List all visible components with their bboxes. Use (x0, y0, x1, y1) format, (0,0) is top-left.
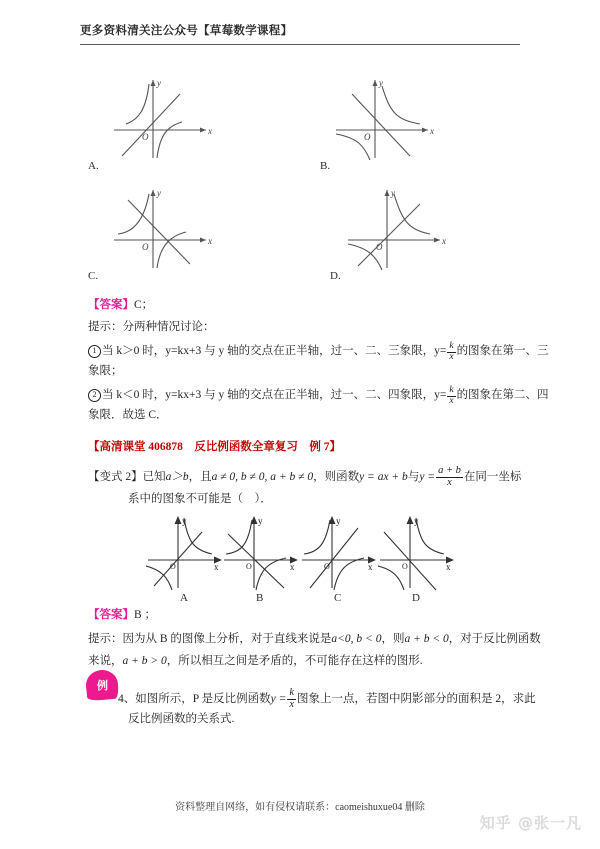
svg-text:O: O (364, 132, 371, 142)
svg-text:y: y (391, 188, 395, 198)
variant2-cond: a ≠ 0, b ≠ 0, a + b ≠ 0 (211, 470, 314, 483)
svg-text:O: O (170, 562, 176, 571)
variant2-part1: 已知 (142, 470, 166, 483)
svg-text:x: x (446, 562, 451, 572)
svg-text:O: O (246, 562, 252, 571)
answer1-case2-text-a: 当 k＜0 时，y=kx+3 与 y 轴的交点在正半轴，过一、二、四象限，y= (102, 389, 447, 402)
example4-fn-lead: y = (270, 692, 287, 705)
variant2-line2: 系中的图象不可能是（ ）． (128, 493, 272, 505)
graph-choice-d (342, 182, 452, 277)
svg-text:y: y (157, 78, 161, 88)
svg-text:O: O (142, 242, 149, 252)
fraction-k-over-x-3: $\frac{k}{x}$ (289, 687, 295, 710)
choice-label-c: C. (88, 270, 99, 282)
example4-text-a: 4、如图所示，P 是反比例函数 (118, 692, 271, 705)
example4-line2: 反比例函数的关系式. (128, 713, 235, 725)
answer1-case1-text-a: 当 k＞0 时，y=kx+3 与 y 轴的交点在正半轴，过一、二、三象限，y= (102, 345, 447, 358)
answer2-value: B ； (134, 609, 157, 621)
answer2-line2-b: ，所以相互之间是矛盾的，不可能存在这样的图形. (166, 655, 423, 667)
circled-number-1: 1 (88, 345, 101, 358)
graph-svg-d (342, 182, 452, 272)
fraction-a-plus-b-over-x: $\frac{a + b}{x}$ (438, 465, 461, 488)
graph-mid-d (378, 512, 462, 597)
answer1-case2-text-b: 的图象在第二、四 (456, 389, 549, 402)
svg-text:y: y (379, 78, 383, 88)
svg-text:O: O (324, 562, 330, 571)
graph-svg-mid-a (146, 512, 230, 592)
example4-line1 (118, 688, 536, 710)
badge-shape-icon (85, 668, 120, 701)
fraction-k-over-x-1: $\frac{k}{x}$ (449, 341, 454, 362)
graph-mid-c (300, 512, 384, 597)
answer2-row (88, 608, 156, 623)
graph-choice-c (108, 182, 218, 277)
svg-text:y: y (336, 516, 341, 526)
svg-text:O: O (142, 132, 149, 142)
graph-svg-b (330, 72, 440, 162)
svg-text:x: x (208, 126, 212, 136)
example4-text-b: 图象上一点，若图中阴影部分的面积是 2，求此 (297, 692, 536, 705)
answer1-case2-cont: 象限．故选 C． (88, 409, 168, 421)
answer2-line2-a: 来说， (88, 655, 123, 667)
graph-choice-b (330, 72, 440, 167)
svg-text:x: x (290, 562, 295, 572)
answer1-tag: 【答案】 (88, 299, 134, 311)
svg-text:x: x (214, 562, 219, 572)
graph-svg-a (108, 72, 218, 162)
answer1-case1 (88, 342, 549, 362)
answer1-case2 (88, 386, 549, 406)
variant2-line1 (88, 466, 521, 488)
variant2-part5: 在同一坐标 (463, 470, 522, 483)
fraction-k-over-x-2: $\frac{k}{x}$ (449, 385, 454, 406)
example-badge (86, 670, 118, 700)
badge-label: 例 (96, 680, 108, 692)
variant2-part3: ，则函数 (313, 470, 360, 483)
answer2-tag: 【答案】 (88, 609, 134, 621)
graph-mid-b (222, 512, 306, 597)
graph-svg-mid-d (378, 512, 462, 592)
variant2-ab: a＞b (165, 470, 189, 483)
answer2-cond1: a<0, b < 0 (331, 633, 382, 645)
svg-text:x: x (442, 236, 446, 246)
svg-text:O: O (376, 242, 383, 252)
graph-choice-a (108, 72, 218, 167)
variant2-fn1: y = ax + b (359, 470, 408, 483)
variant2-part4: 与 (407, 470, 420, 483)
graph-svg-c (108, 182, 218, 272)
header-divider (80, 44, 520, 45)
answer2-hint-b: ，则 (381, 633, 405, 645)
graph-mid-a (146, 512, 230, 597)
choice-label-a: A. (88, 160, 99, 172)
svg-text:y: y (182, 516, 187, 526)
page-footer: 资料整理自网络，如有侵权请联系：caomeishuxue04 删除 (175, 802, 425, 813)
answer2-cond2: a + b < 0 (404, 633, 449, 645)
svg-text:y: y (258, 516, 263, 526)
graph-svg-mid-c (300, 512, 384, 592)
choice-mid-label-b: B (256, 592, 264, 604)
svg-text:x: x (430, 126, 434, 136)
svg-text:y: y (157, 188, 161, 198)
answer1-case1-text-b: 的图象在第一、三 (456, 345, 549, 358)
choice-mid-label-c: C (334, 592, 342, 604)
svg-text:O: O (402, 562, 408, 571)
svg-text:y: y (414, 516, 419, 526)
choice-mid-label-a: A (180, 592, 188, 604)
watermark: 知乎 @张一凡 (479, 814, 582, 832)
variant2-part2: ，且 (188, 470, 212, 483)
answer2-hint-c: ，对于反比例函数 (448, 633, 541, 645)
answer2-hint-line2 (88, 654, 423, 669)
choice-label-b: B. (320, 160, 331, 172)
variant2-tag: 【变式 2】 (88, 470, 143, 483)
answer1-value: C； (134, 299, 154, 311)
svg-text:x: x (208, 236, 212, 246)
variant2-fn2-lead: y = (419, 470, 436, 483)
choice-label-d: D. (330, 270, 341, 282)
answer2-line2-cond: a + b > 0 (122, 655, 167, 667)
header-text: 更多资料清关注公众号【草莓数学课程】 (80, 25, 293, 37)
answer2-hint-line1 (88, 632, 541, 647)
answer1-case1-cont: 象限； (88, 365, 123, 377)
answer1-hint-label: 提示：分两种情况讨论： (88, 321, 215, 333)
svg-text:x: x (368, 562, 373, 572)
answer2-hint-a: 提示：因为从 B 的图像上分析，对于直线来说是 (88, 633, 332, 645)
circled-number-2: 2 (88, 389, 101, 402)
answer1-row (88, 298, 153, 313)
red-course-heading: 【高清课堂 406878 反比例函数全章复习 例 7】 (88, 441, 341, 453)
choice-mid-label-d: D (412, 592, 420, 604)
page-header (80, 22, 520, 38)
graph-svg-mid-b (222, 512, 306, 592)
